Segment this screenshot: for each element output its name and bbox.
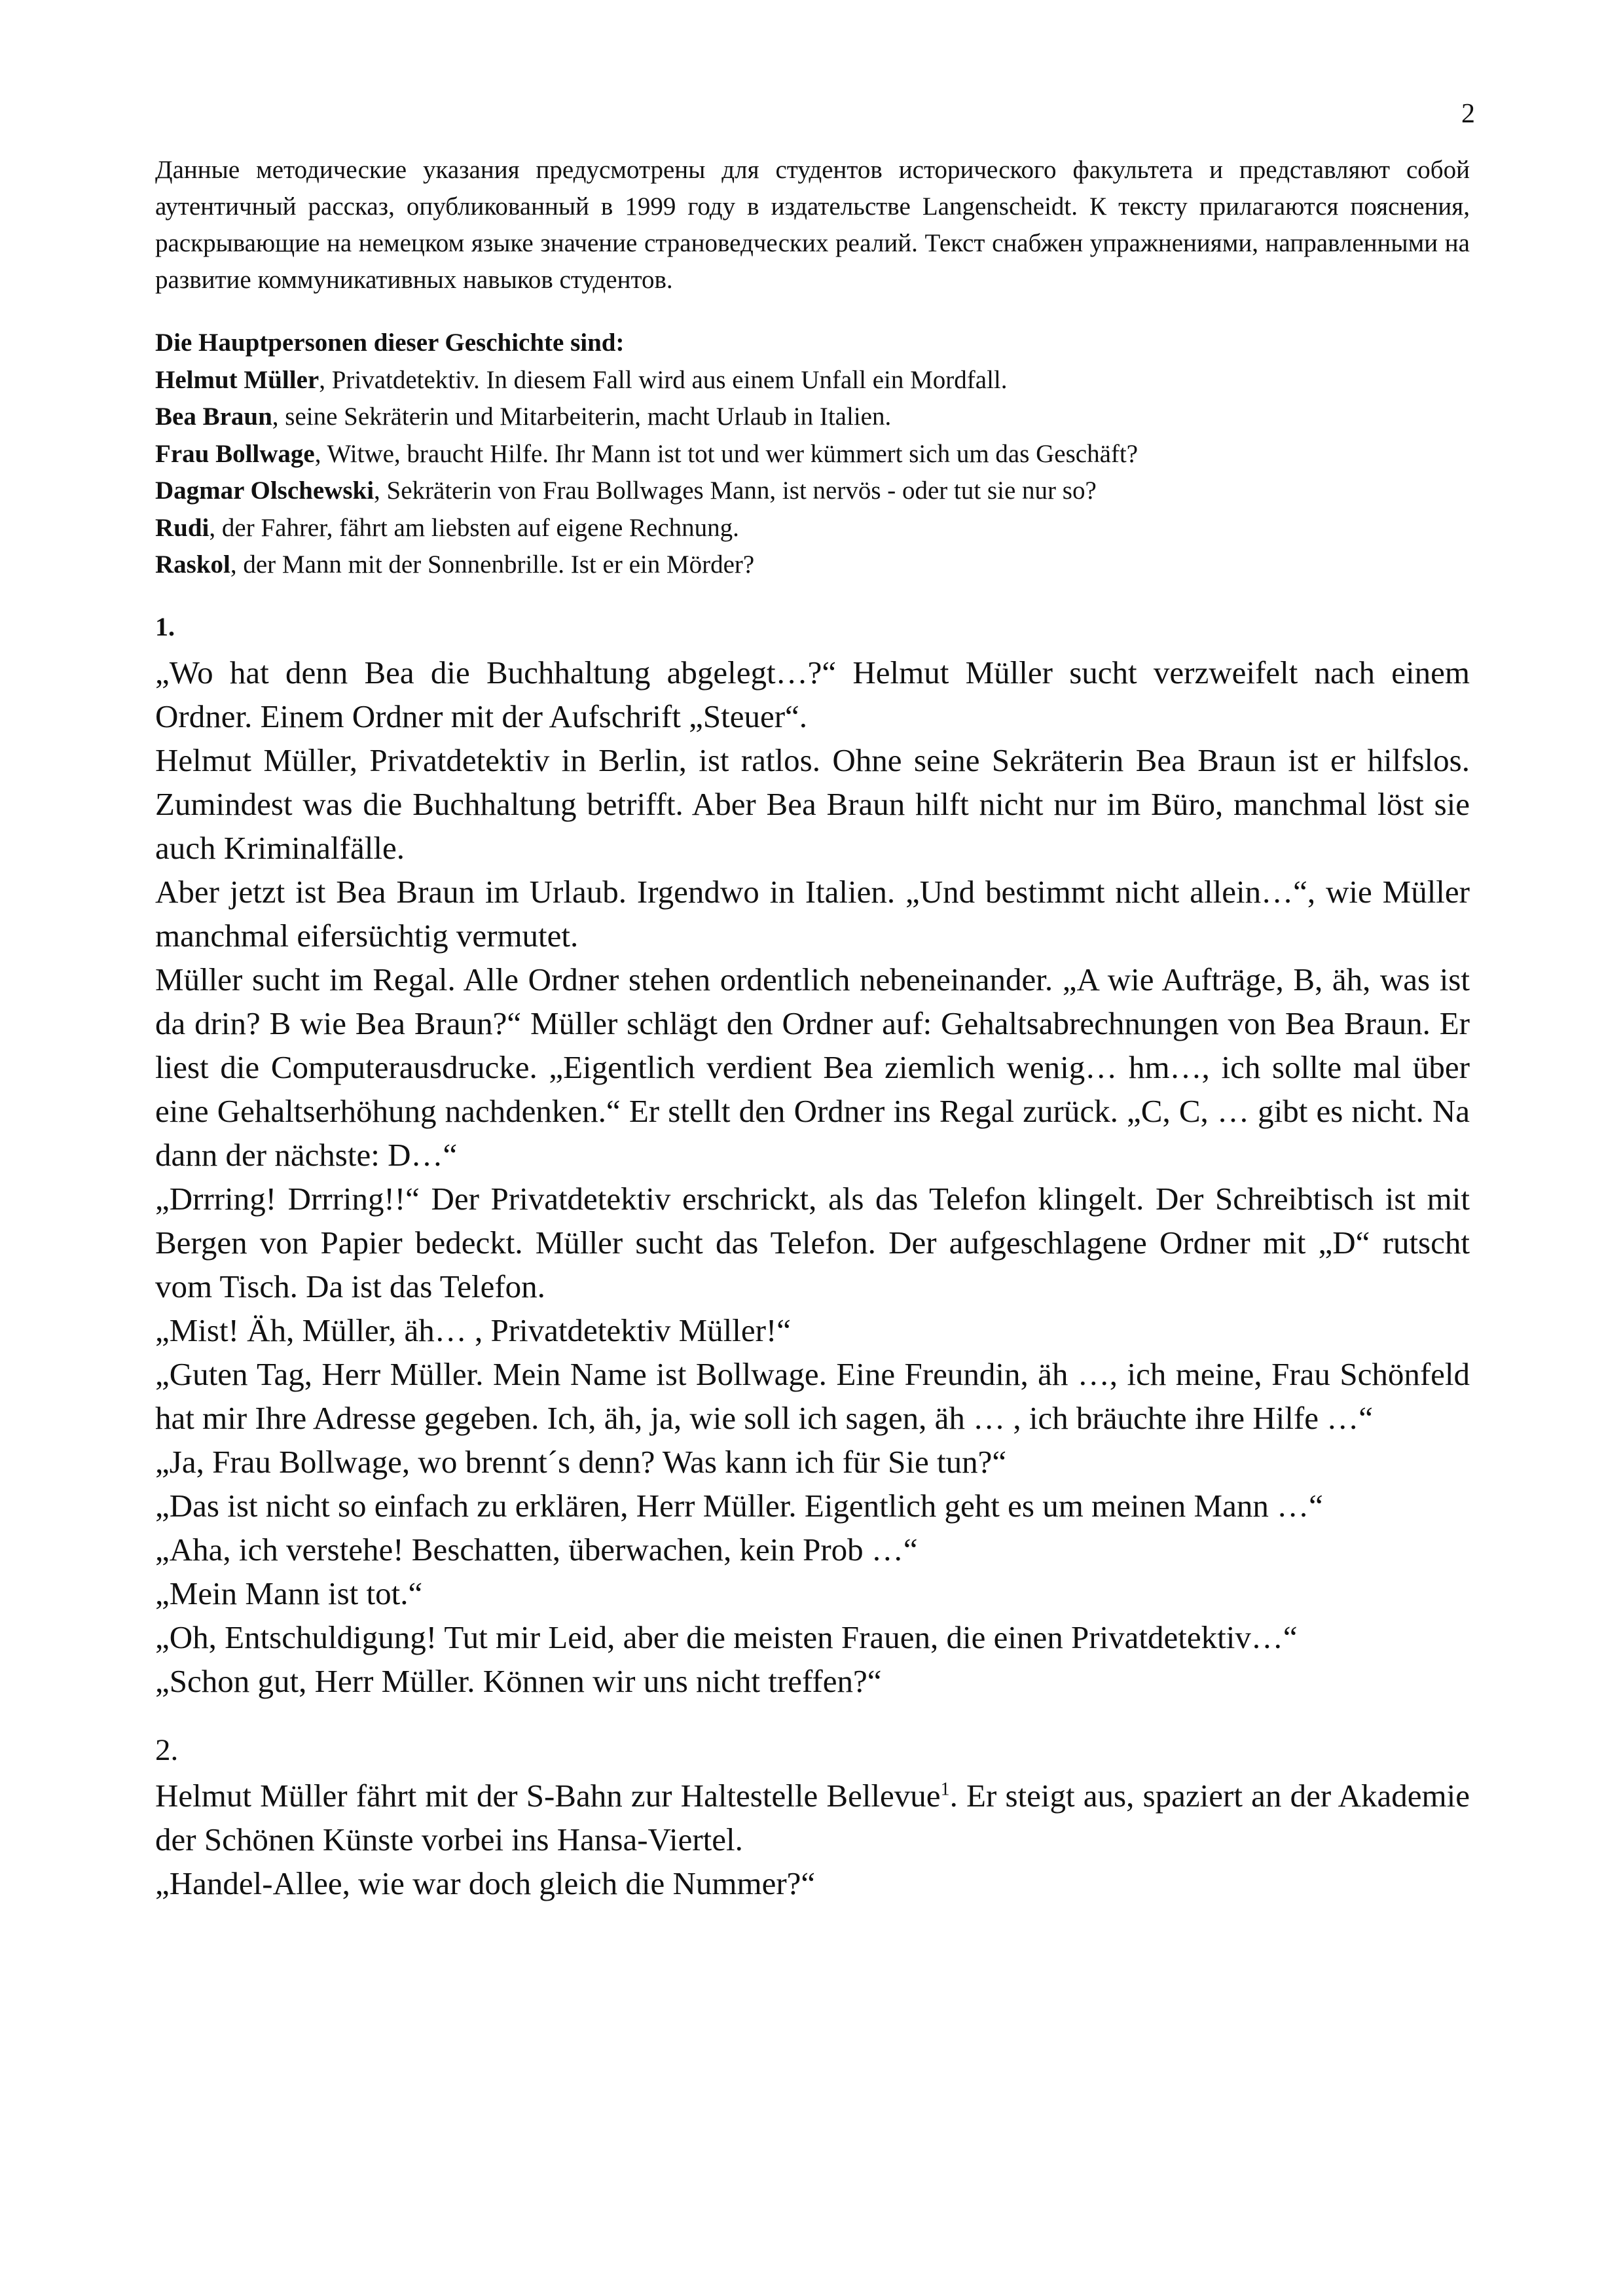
story-paragraph: Helmut Müller, Privatdetektiv in Berlin, ist ratlos. Ohne seine Sekräterin Bea Braun ist er hilfslos. Zumindest was die Buchhaltung betrifft. Aber Bea Braun hilft nicht nur im Büro, manchmal löst sie auch Kriminalfälle. <box>155 742 1470 866</box>
document-body <box>155 152 1470 1905</box>
character-name: Dagmar Olschewski <box>155 476 374 505</box>
story-paragraph: „Wo hat denn Bea die Buchhaltung abgelegt…?“ Helmut Müller sucht verzweifelt nach einem Ordner. Einem Ordner mit der Aufschrift „Steuer“. <box>155 654 1470 734</box>
character-name: Raskol <box>155 550 230 579</box>
character-desc: , Sekräterin von Frau Bollwages Mann, ist nervös - oder tut sie nur so? <box>374 476 1097 505</box>
character-item <box>155 473 1470 510</box>
story-paragraph: „Ja, Frau Bollwage, wo brennt´s denn? Was kann ich für Sie tun?“ <box>155 1443 1007 1480</box>
story-paragraph: „Drrring! Drrring!!“ Der Privatdetektiv erschrickt, als das Telefon klingelt. Der Schreibtisch ist mit Bergen von Papier bedeckt. Müller sucht das Telefon. Der aufgeschlagene Ordner mit „D“ rutscht vom Tisch. Da ist das Telefon. <box>155 1180 1470 1304</box>
character-item <box>155 399 1470 436</box>
page-number: 2 <box>1461 99 1475 129</box>
story-paragraph: „Aha, ich verstehe! Beschatten, überwachen, kein Prob …“ <box>155 1531 918 1568</box>
character-name: Bea Braun <box>155 403 272 431</box>
character-item <box>155 362 1470 399</box>
chapter-2 <box>155 1731 1470 1905</box>
chapter-1-number: 1. <box>155 611 175 641</box>
character-desc: , seine Sekräterin und Mitarbeiterin, macht Urlaub in Italien. <box>272 403 892 431</box>
character-item <box>155 436 1470 473</box>
story-paragraph: Aber jetzt ist Bea Braun im Urlaub. Irgendwo in Italien. „Und bestimmt nicht allein…“, wie Müller manchmal eifersüchtig vermutet. <box>155 873 1470 954</box>
story-paragraph: „Mist! Äh, Müller, äh… , Privatdetektiv Müller!“ <box>155 1312 792 1348</box>
story-paragraph: „Oh, Entschuldigung! Tut mir Leid, aber die meisten Frauen, die einen Privatdetektiv…“ <box>155 1619 1298 1655</box>
footnote-marker: 1 <box>940 1779 950 1800</box>
chapter-1 <box>155 611 1470 1703</box>
character-name: Frau Bollwage <box>155 439 315 468</box>
intro-paragraph: Данные методические указания предусмотрены для студентов исторического факультета и представляют собой аутентичный рассказ, опубликованный в 1999 году в издательстве Langenscheidt. К тексту прилагаются пояснения, раскрывающие на немецком языке значение страноведческих реалий. Текст снабжен упражнениями, направленными на развитие коммуникативных навыков студентов. <box>155 156 1470 294</box>
characters-heading: Die Hauptpersonen dieser Geschichte sind: <box>155 329 625 357</box>
story-paragraph: „Das ist nicht so einfach zu erklären, Herr Müller. Eigentlich geht es um meinen Mann …“ <box>155 1487 1323 1524</box>
chapter-2-number: 2. <box>155 1732 179 1767</box>
chapter-2-text <box>155 1774 1470 1905</box>
story-paragraph: „Handel-Allee, wie war doch gleich die Nummer?“ <box>155 1865 816 1901</box>
story-paragraph: Helmut Müller fährt mit der S-Bahn zur Haltestelle Bellevue$^1$. Er steigt aus, spaziert an der Akademie der Schönen Künste vorbei ins Hansa-Viertel. <box>155 1777 1470 1857</box>
character-desc: , der Mann mit der Sonnenbrille. Ist er ein Mörder? <box>230 550 755 579</box>
story-paragraph: „Schon gut, Herr Müller. Können wir uns nicht treffen?“ <box>155 1662 882 1699</box>
character-desc: , Witwe, braucht Hilfe. Ihr Mann ist tot und wer kümmert sich um das Geschäft? <box>314 439 1139 468</box>
chapter-1-text <box>155 651 1470 1703</box>
story-paragraph: „Mein Mann ist tot.“ <box>155 1575 423 1611</box>
intro-section <box>155 152 1470 298</box>
character-name: Rudi <box>155 513 210 542</box>
character-item <box>155 547 1470 584</box>
character-item <box>155 510 1470 547</box>
characters-section <box>155 325 1470 584</box>
character-desc: , der Fahrer, fährt am liebsten auf eigene Rechnung. <box>209 513 739 542</box>
character-desc: , Privatdetektiv. In diesem Fall wird aus einem Unfall ein Mordfall. <box>319 365 1008 394</box>
character-name: Helmut Müller <box>155 365 319 394</box>
story-paragraph: „Guten Tag, Herr Müller. Mein Name ist Bollwage. Eine Freundin, äh …, ich meine, Frau Schönfeld hat mir Ihre Adresse gegeben. Ich, äh, ja, wie soll ich sagen, äh … , ich bräuchte ihre Hilfe …“ <box>155 1355 1470 1436</box>
story-paragraph: Müller sucht im Regal. Alle Ordner stehen ordentlich nebeneinander. „A wie Aufträge, B, äh, was ist da drin? B wie Bea Braun?“ Müller schlägt den Ordner auf: Gehaltsabrechnungen von Bea Braun. Er liest die Computerausdrucke. „Eigentlich verdient Bea ziemlich wenig… hm…, ich sollte mal über eine Gehaltserhöhung nachdenken.“ Er stellt den Ordner ins Regal zurück. „C, C, … gibt es nicht. Na dann der nächste: D…“ <box>155 961 1470 1173</box>
